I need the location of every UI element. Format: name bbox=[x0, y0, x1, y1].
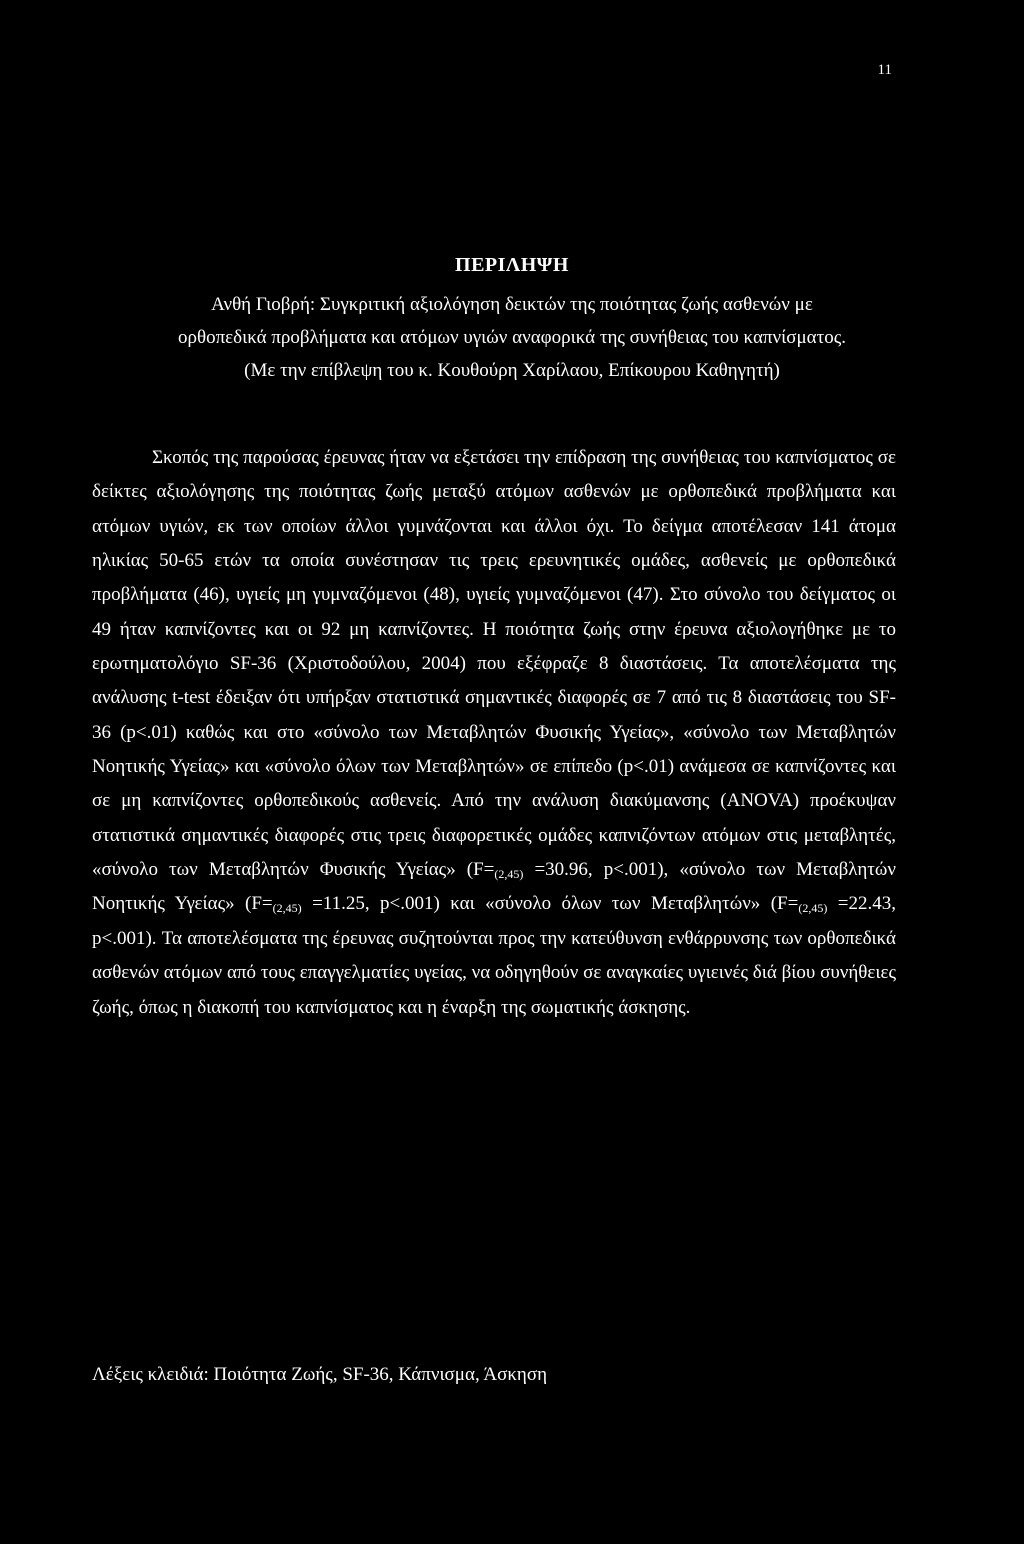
abstract-text-part-1: Σκοπός της παρούσας έρευνας ήταν να εξετάσει την επίδραση της συνήθειας του καπνίσματος σε δείκτες αξιολόγησης της ποιότητας ζωής μεταξύ ατόμων ασθενών με ορθοπεδικά προβλήματα και ατόμων υγιών, εκ των οποίων άλλοι γυμνάζονται και άλλοι όχι. Το δείγμα αποτέλεσαν 141 άτομα ηλικίας 50-65 ετών τα οποία συνέστησαν τις τρεις ερευνητικές ομάδες, ασθενείς με ορθοπεδικά προβλήματα (46), υγιείς μη γυμναζόμενοι (48), υγιείς γυμναζόμενοι (47). Στο σύνολο του δείγματος οι 49 ήταν καπνίζοντες και οι 92 μη καπνίζοντες. Η ποιότητα ζωής στην έρευνα αξιολογήθηκε με το ερωτηματολόγιο SF-36 (Χριστοδούλου, 2004) που εξέφραζε 8 διαστάσεις. Τα αποτελέσματα της ανάλυσης t-test έδειξαν ότι υπήρξαν στατιστικά σημαντικές διαφορές σε 7 από τις 8 διαστάσεις του SF-36 (p<.01) καθώς και στο «σύνολο των Μεταβλητών Φυσικής Υγείας», «σύνολο των Μεταβλητών Νοητικής Υγείας» και «σύνολο όλων των Μεταβλητών» σε επίπεδο (p<.01) ανάμεσα σε καπνίζοντες και σε μη καπνίζοντες ορθοπεδικούς ασθενείς. Από την ανάλυση διακύμανσης (ANOVA) προέκυψαν στατιστικά σημαντικές διαφορές στις τρεις διαφορετικές ομάδες καπνιζόντων ατόμων στις μεταβλητές, «σύνολο των Μεταβλητών Φυσικής Υγείας» (F= bbox=[92, 447, 896, 881]
abstract-title: ΠΕΡΙΛΗΨΗ bbox=[455, 254, 569, 276]
degrees-of-freedom-3: (2,45) bbox=[798, 901, 828, 916]
author-title-line-2: ορθοπεδικά προβλήματα και ατόμων υγιών αναφορικά της συνήθειας του καπνίσματος. bbox=[178, 327, 846, 348]
page-number: 11 bbox=[877, 62, 892, 78]
author-supervisor-block bbox=[0, 288, 1024, 387]
abstract-text-part-3: =11.25, p<.001) και «σύνολο όλων των Μεταβλητών» (F= bbox=[301, 893, 799, 915]
degrees-of-freedom-1: (2,45) bbox=[494, 867, 524, 882]
abstract-body bbox=[92, 441, 896, 1025]
abstract-text-part-4: =22.43, p<.001). Τα αποτελέσματα της έρευνας συζητούνται προς την κατεύθυνση ενθάρρυνσης των ορθοπεδικά ασθενών ατόμων από τους επαγγελματίες υγείας, να οδηγηθούν σε αναγκαίες υγιεινές διά βίου συνήθειες ζωής, όπως η διακοπή του καπνίσματος και η έναρξη της σωματικής άσκησης. bbox=[92, 893, 896, 1018]
degrees-of-freedom-2: (2,45) bbox=[272, 901, 302, 916]
supervisor-line: (Με την επίβλεψη του κ. Κουθούρη Χαρίλαου, Επίκουρου Καθηγητή) bbox=[244, 360, 780, 381]
keywords-line: Λέξεις κλειδιά: Ποιότητα Ζωής, SF-36, Κάπνισμα, Άσκηση bbox=[92, 1364, 548, 1385]
author-title-line-1: Ανθή Γιοβρή: Συγκριτική αξιολόγηση δεικτών της ποιότητας ζωής ασθενών με bbox=[211, 294, 813, 315]
abstract-text-part-2: =30.96, p<.001), «σύνολο των Μεταβλητών Νοητικής Υγείας» (F= bbox=[92, 859, 896, 915]
